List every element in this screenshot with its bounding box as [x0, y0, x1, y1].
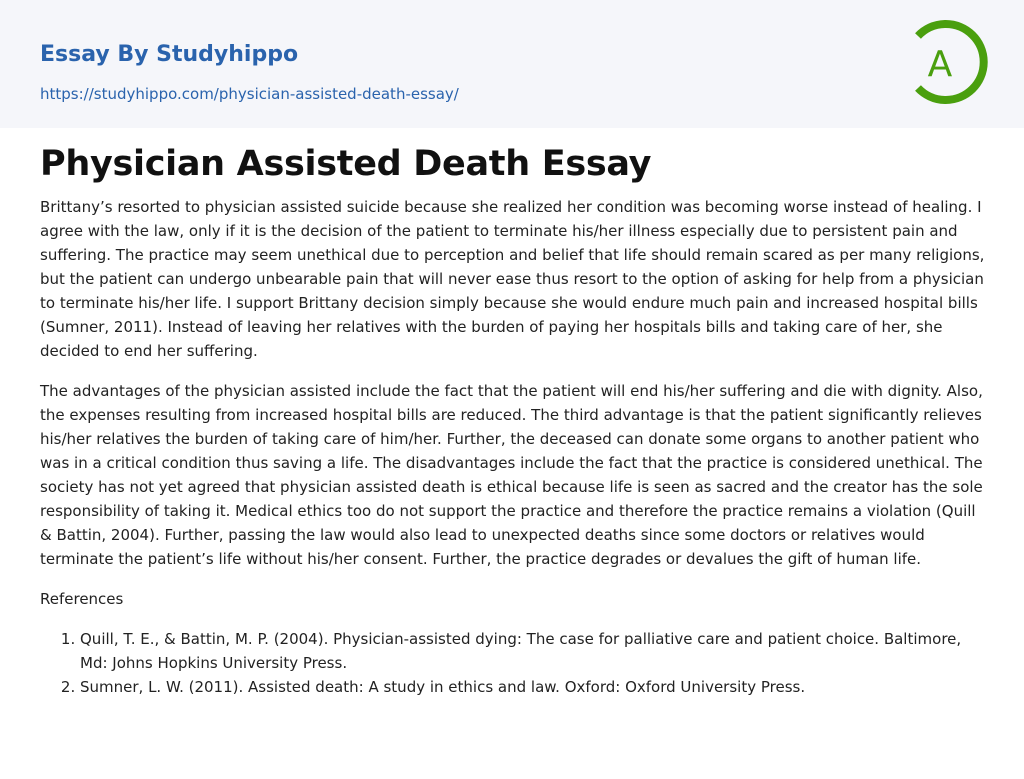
reference-item: 1. Quill, T. E., & Battin, M. P. (2004). Physician-assisted dying: The case for palliative care and patient choice. Baltimore, Md: Johns Hopkins University Press. — [80, 627, 988, 675]
brand-title: Essay By Studyhippo — [40, 42, 299, 67]
studyhippo-logo-icon — [902, 18, 988, 106]
logo-letter: A — [927, 44, 953, 85]
reference-item: 2. Sumner, L. W. (2011). Assisted death: A study in ethics and law. Oxford: Oxford University Press. — [80, 675, 988, 699]
references-heading: References — [40, 590, 124, 608]
essay-url-link[interactable]: https://studyhippo.com/physician-assisted-death-essay/ — [40, 85, 459, 103]
essay-body — [40, 195, 988, 699]
references-list — [40, 627, 988, 699]
site-header — [0, 0, 1024, 128]
page-title: Physician Assisted Death Essay — [40, 144, 652, 184]
paragraph: The advantages of the physician assisted include the fact that the patient will end his/her suffering and die with dignity. Also, the expenses resulting from increased hospital bills are reduced. The third advantage is that the patient significantly relieves his/her relatives the burden of taking care of him/her. Further, the deceased can donate some organs to another patient who was in a critical condition thus saving a life. The disadvantages include the fact that the practice is considered unethical. The society has not yet agreed that physician assisted death is ethical because life is seen as sacred and the creator has the sole responsibility of taking it. Medical ethics too do not support the practice and therefore the practice remains a violation (Quill & Battin, 2004). Further, passing the law would also lead to unexpected deaths since some doctors or relatives would terminate the patient’s life without his/her consent. Further, the practice degrades or devalues the gift of human life. — [40, 382, 983, 568]
paragraph: Brittany’s resorted to physician assisted suicide because she realized her condition was becoming worse instead of healing. I agree with the law, only if it is the decision of the patient to terminate his/her illness especially due to persistent pain and suffering. The practice may seem unethical due to perception and belief that life should remain scared as per many religions, but the patient can undergo unbearable pain that will never ease thus resort to the option of asking for help from a physician to terminate his/her life. I support Brittany decision simply because she would endure much pain and increased hospital bills (Sumner, 2011). Instead of leaving her relatives with the burden of paying her hospitals bills and taking care of her, she decided to end her suffering. — [40, 198, 985, 360]
